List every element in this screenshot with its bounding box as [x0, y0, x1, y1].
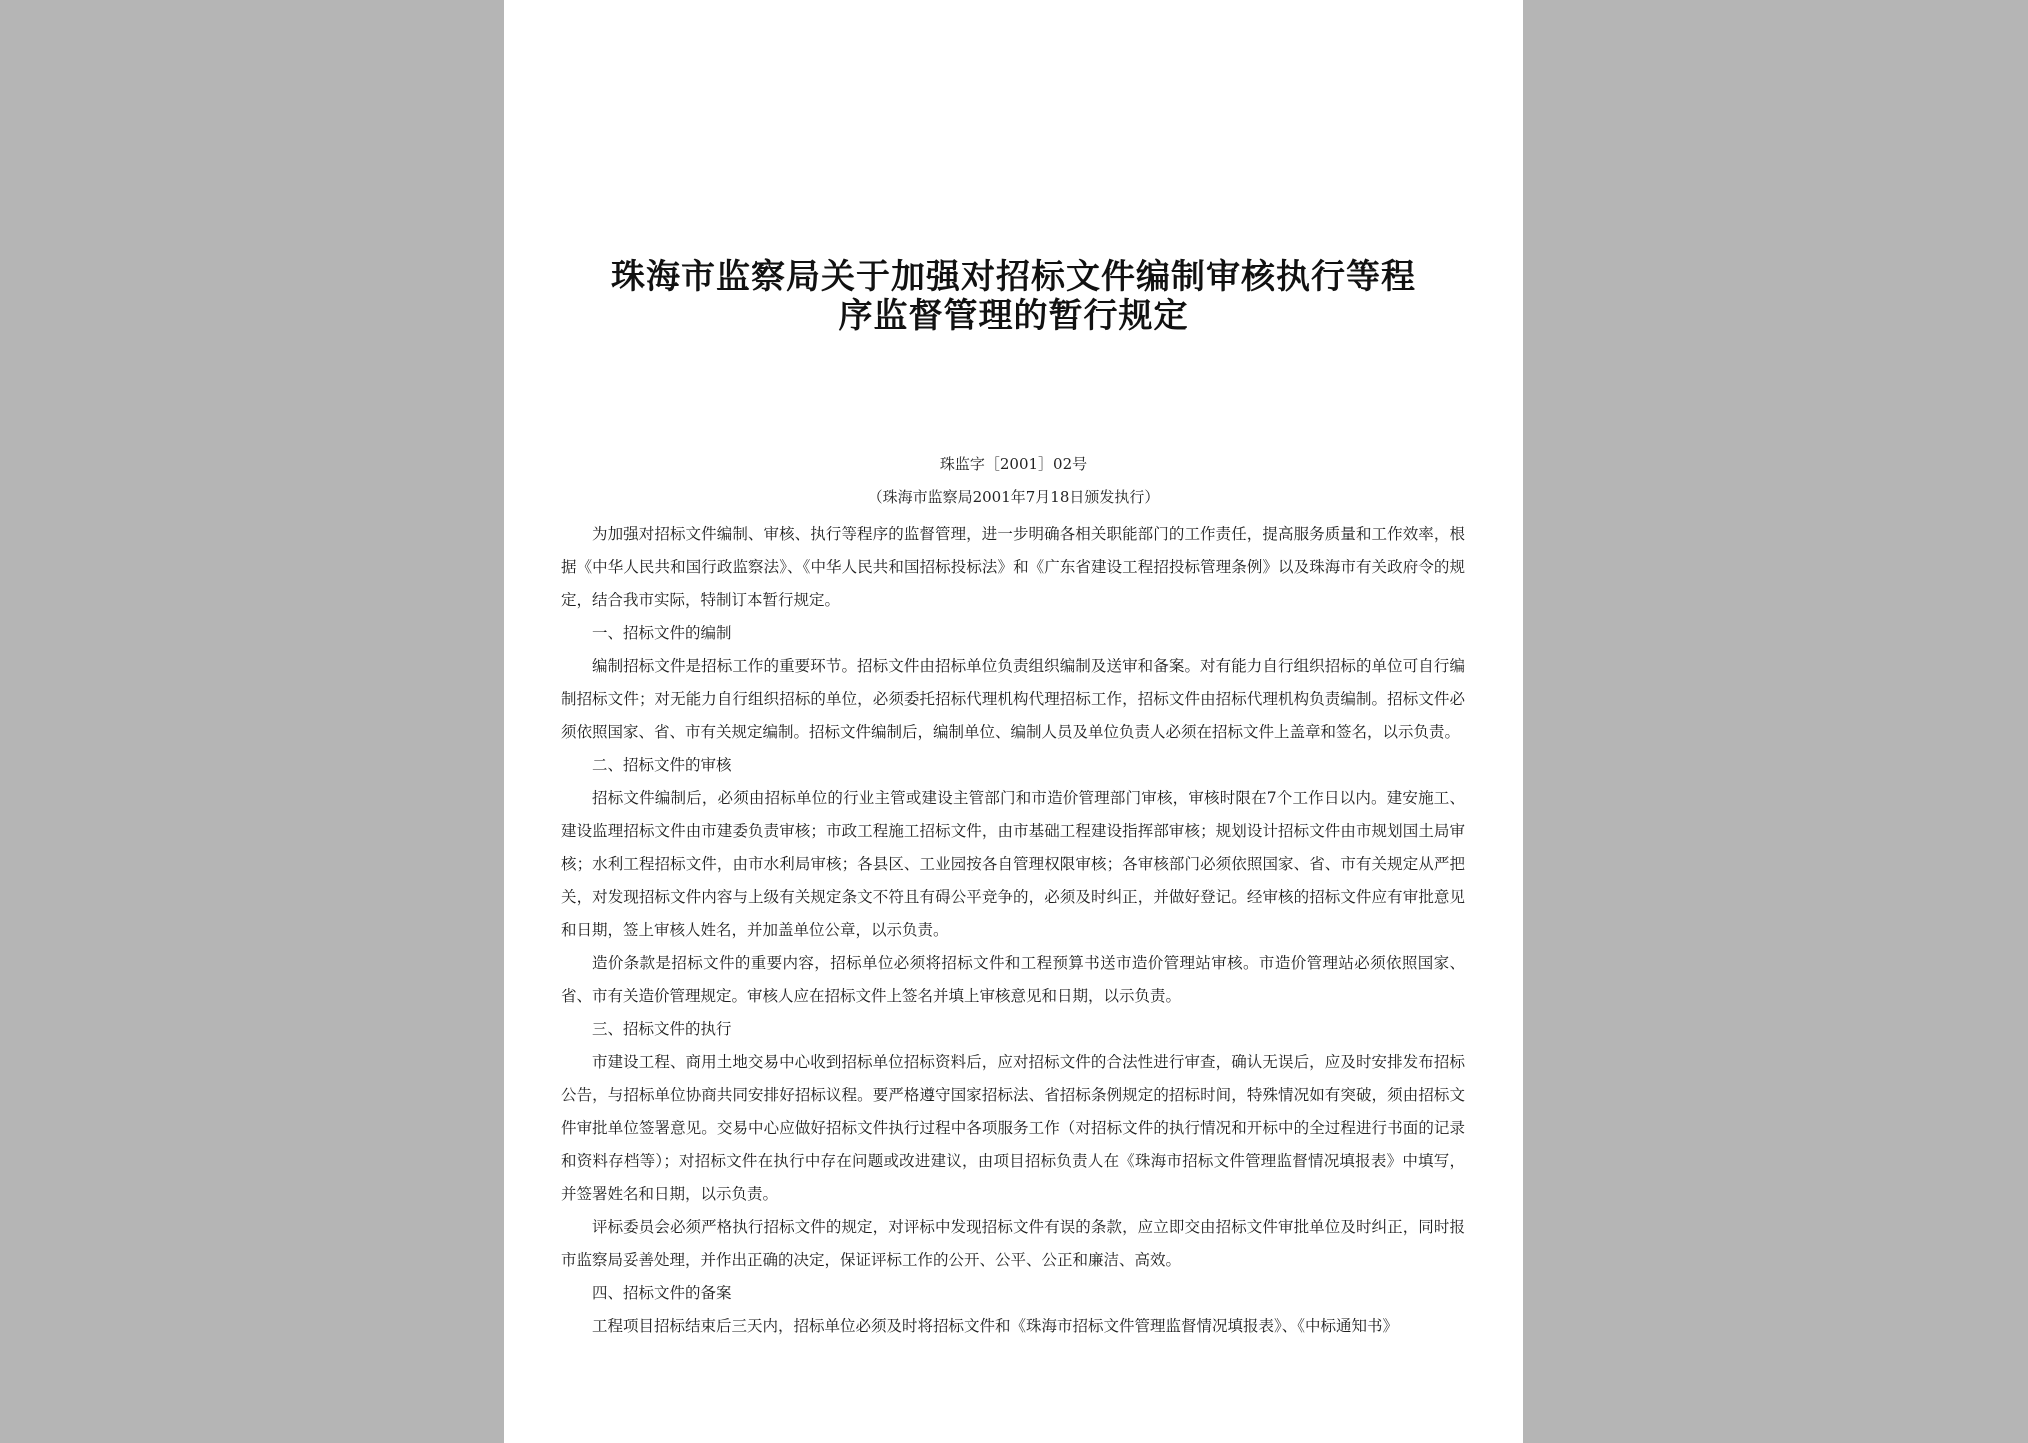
section-heading: 二、招标文件的审核 [592, 756, 732, 774]
document-body [561, 518, 1465, 1343]
paragraph: 编制招标文件是招标工作的重要环节。招标文件由招标单位负责组织编制及送审和备案。对有能力自行组织招标的单位可自行编制招标文件；对无能力自行组织招标的单位，必须委托招标代理机构代理招标工作，招标文件由招标代理机构负责编制。招标文件必须依照国家、省、市有关规定编制。招标文件编制后，编制单位、编制人员及单位负责人必须在招标文件上盖章和签名，以示负责。 [561, 657, 1465, 741]
section-heading: 四、招标文件的备案 [592, 1284, 732, 1302]
paragraph: 工程项目招标结束后三天内，招标单位必须及时将招标文件和《珠海市招标文件管理监督情况填报表》、《中标通知书》 [592, 1317, 1399, 1335]
section-heading: 一、招标文件的编制 [592, 624, 732, 642]
paragraph: 造价条款是招标文件的重要内容，招标单位必须将招标文件和工程预算书送市造价管理站审核。市造价管理站必须依照国家、省、市有关造价管理规定。审核人应在招标文件上签名并填上审核意见和日期，以示负责。 [561, 954, 1465, 1005]
section-heading: 三、招标文件的执行 [592, 1020, 732, 1038]
paragraph: 招标文件编制后，必须由招标单位的行业主管或建设主管部门和市造价管理部门审核，审核时限在7个工作日以内。建安施工、建设监理招标文件由市建委负责审核；市政工程施工招标文件，由市基础工程建设指挥部审核；规划设计招标文件由市规划国土局审核；水利工程招标文件，由市水利局审核；各县区、工业园按各自管理权限审核；各审核部门必须依照国家、省、市有关规定从严把关，对发现招标文件内容与上级有关规定条文不符且有碍公平竞争的，必须及时纠正，并做好登记。经审核的招标文件应有审批意见和日期，签上审核人姓名，并加盖单位公章，以示负责。 [561, 789, 1465, 939]
document-number: 珠监字［2001］02号 [939, 455, 1088, 473]
document-page [504, 0, 1523, 1443]
paragraph: 为加强对招标文件编制、审核、执行等程序的监督管理，进一步明确各相关职能部门的工作责任，提高服务质量和工作效率，根据《中华人民共和国行政监察法》、《中华人民共和国招标投标法》和《广东省建设工程招投标管理条例》以及珠海市有关政府令的规定，结合我市实际，特制订本暂行规定。 [561, 525, 1465, 609]
paragraph: 评标委员会必须严格执行招标文件的规定，对评标中发现招标文件有误的条款，应立即交由招标文件审批单位及时纠正，同时报市监察局妥善处理，并作出正确的决定，保证评标工作的公开、公平、公正和廉洁、高效。 [561, 1218, 1465, 1269]
document-title: 珠海市监察局关于加强对招标文件编制审核执行等程序监督管理的暂行规定 [611, 257, 1416, 336]
paragraph: 市建设工程、商用土地交易中心收到招标单位招标资料后，应对招标文件的合法性进行审查，确认无误后，应及时安排发布招标公告，与招标单位协商共同安排好招标议程。要严格遵守国家招标法、省招标条例规定的招标时间，特殊情况如有突破，须由招标文件审批单位签署意见。交易中心应做好招标文件执行过程中各项服务工作（对招标文件的执行情况和开标中的全过程进行书面的记录和资料存档等）；对招标文件在执行中存在问题或改进建议，由项目招标负责人在《珠海市招标文件管理监督情况填报表》中填写，并签署姓名和日期，以示负责。 [561, 1053, 1465, 1203]
issue-note: （珠海市监察局2001年7月18日颁发执行） [867, 488, 1160, 506]
